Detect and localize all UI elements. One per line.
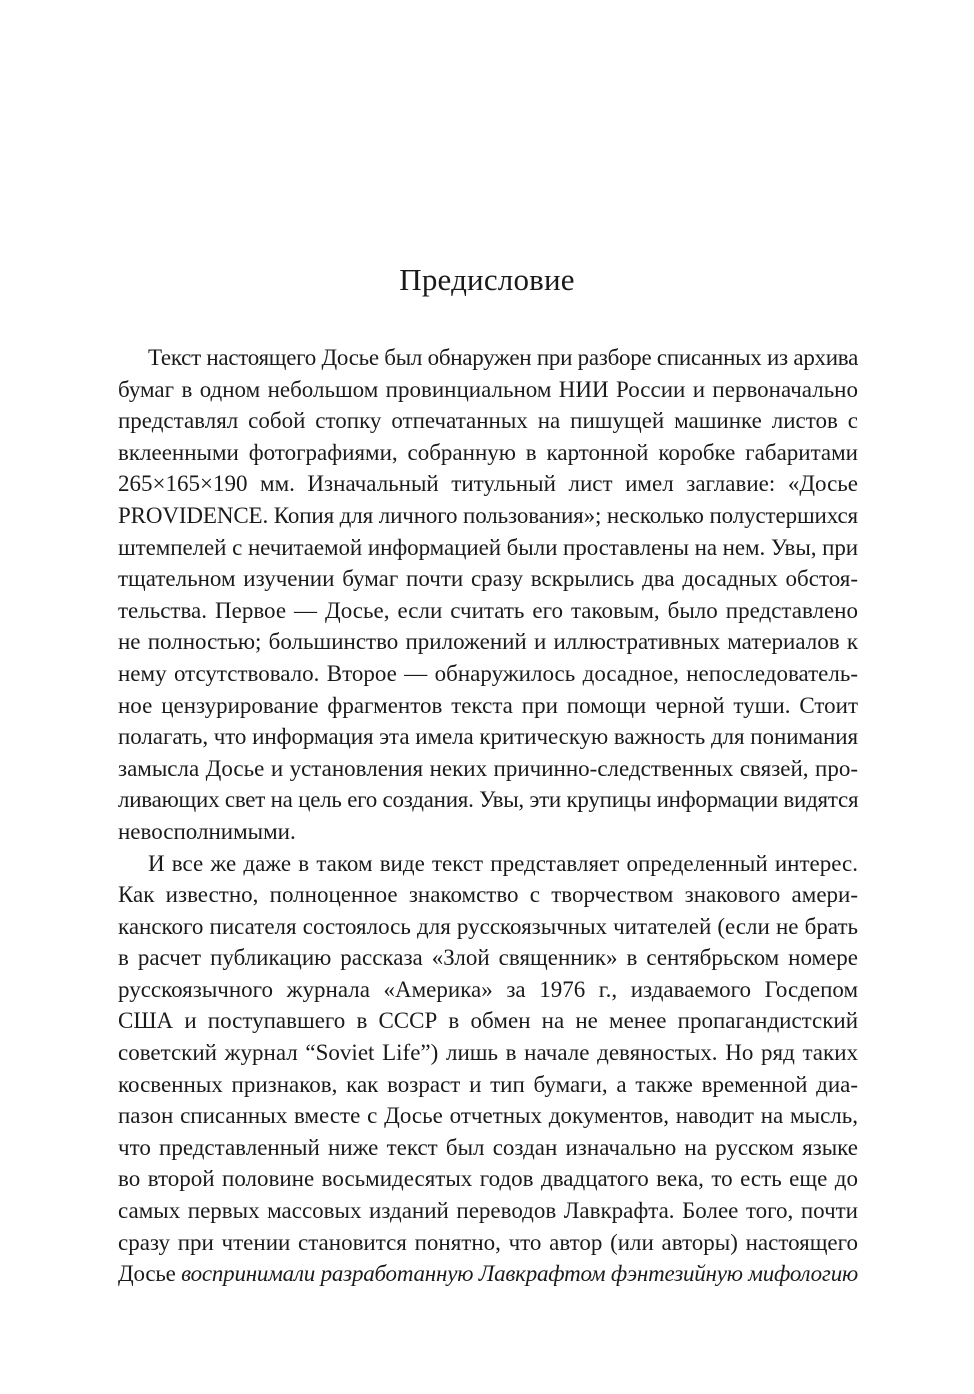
text-line: Текст настоящего Досье был обнаружен при разборе списанных из архива bbox=[148, 345, 858, 370]
paragraph-2 bbox=[118, 848, 858, 1290]
text-line: канского писателя состоялось для русскоязычных читателей (если не брать bbox=[118, 913, 858, 939]
text-line: И все же даже в таком виде текст представляет определенный интерес. bbox=[148, 850, 858, 876]
text-line: советский журнал “Soviet Life”) лишь в начале девяностых. Но ряд таких bbox=[118, 1040, 858, 1066]
text-line: ное цензурирование фрагментов текста при помощи черной туши. Стоит bbox=[118, 692, 858, 718]
text-line: представлял собой стопку отпечатанных на пишущей машинке листов с bbox=[118, 408, 858, 434]
text-line-final bbox=[118, 1258, 858, 1290]
text-line: 265×165×190 мм. Изначальный титульный лист имел заглавие: «Досье bbox=[118, 471, 858, 497]
body-text bbox=[118, 342, 858, 1290]
text-line: невосполнимыми. bbox=[118, 818, 296, 844]
text-line: замысла Досье и установления неких причинно-следственных связей, про- bbox=[118, 755, 858, 781]
text-line: во второй половине восьмидесятых годов двадцатого века, то есть еще до bbox=[118, 1166, 858, 1192]
text-line: пазон списанных вместе с Досье отчетных документов, наводит на мысль, bbox=[118, 1103, 858, 1129]
text-line: вклеенными фотографиями, собранную в картонной коробке габаритами bbox=[118, 439, 858, 465]
text-line: ливающих свет на цель его создания. Увы, эти крупицы информации видятся bbox=[118, 787, 859, 813]
text-line: полагать, что информация эта имела критическую важность для понимания bbox=[118, 724, 858, 750]
text-line: в расчет публикацию рассказа «Злой священник» в сентябрьском номере bbox=[118, 945, 858, 971]
page-title: Предисловие bbox=[399, 262, 575, 297]
text-line: самых первых массовых изданий переводов Лавкрафта. Более того, почти bbox=[118, 1198, 858, 1224]
text-line: тельства. Первое — Досье, если считать его таковым, было представлено bbox=[118, 597, 858, 623]
text-line: PROVIDENCE. Копия для личного пользования»; несколько полустершихся bbox=[118, 502, 858, 528]
text-line: бумаг в одном небольшом провинциальном НИИ России и первоначально bbox=[118, 376, 858, 402]
text-line: русскоязычного журнала «Америка» за 1976 г., издаваемого Госдепом bbox=[118, 976, 858, 1002]
text-line: штемпелей с нечитаемой информацией были проставлены на нем. Увы, при bbox=[118, 534, 858, 560]
text-run-italic: воспринимали разработанную Лавкрафтом фэнтезийную мифологию bbox=[181, 1261, 858, 1287]
text-line: что представленный ниже текст был создан изначально на русском языке bbox=[118, 1134, 858, 1160]
text-run-regular: Досье bbox=[118, 1261, 182, 1287]
text-line: США и поступавшего в СССР в обмен на не менее пропагандистский bbox=[118, 1008, 858, 1034]
paragraph-1 bbox=[118, 342, 858, 848]
text-line: Как известно, полноценное знакомство с творчеством знакового амери- bbox=[118, 882, 858, 908]
text-line: не полностью; большинство приложений и иллюстративных материалов к bbox=[118, 629, 858, 655]
text-line: косвенных признаков, как возраст и тип бумаги, а также временной диа- bbox=[118, 1071, 858, 1097]
text-line: нему отсутствовало. Второе — обнаружилось досадное, непоследователь- bbox=[118, 660, 858, 686]
text-line: сразу при чтении становится понятно, что автор (или авторы) настоящего bbox=[118, 1229, 858, 1255]
text-line: тщательном изучении бумаг почти сразу вскрылись два досадных обстоя- bbox=[118, 566, 858, 592]
